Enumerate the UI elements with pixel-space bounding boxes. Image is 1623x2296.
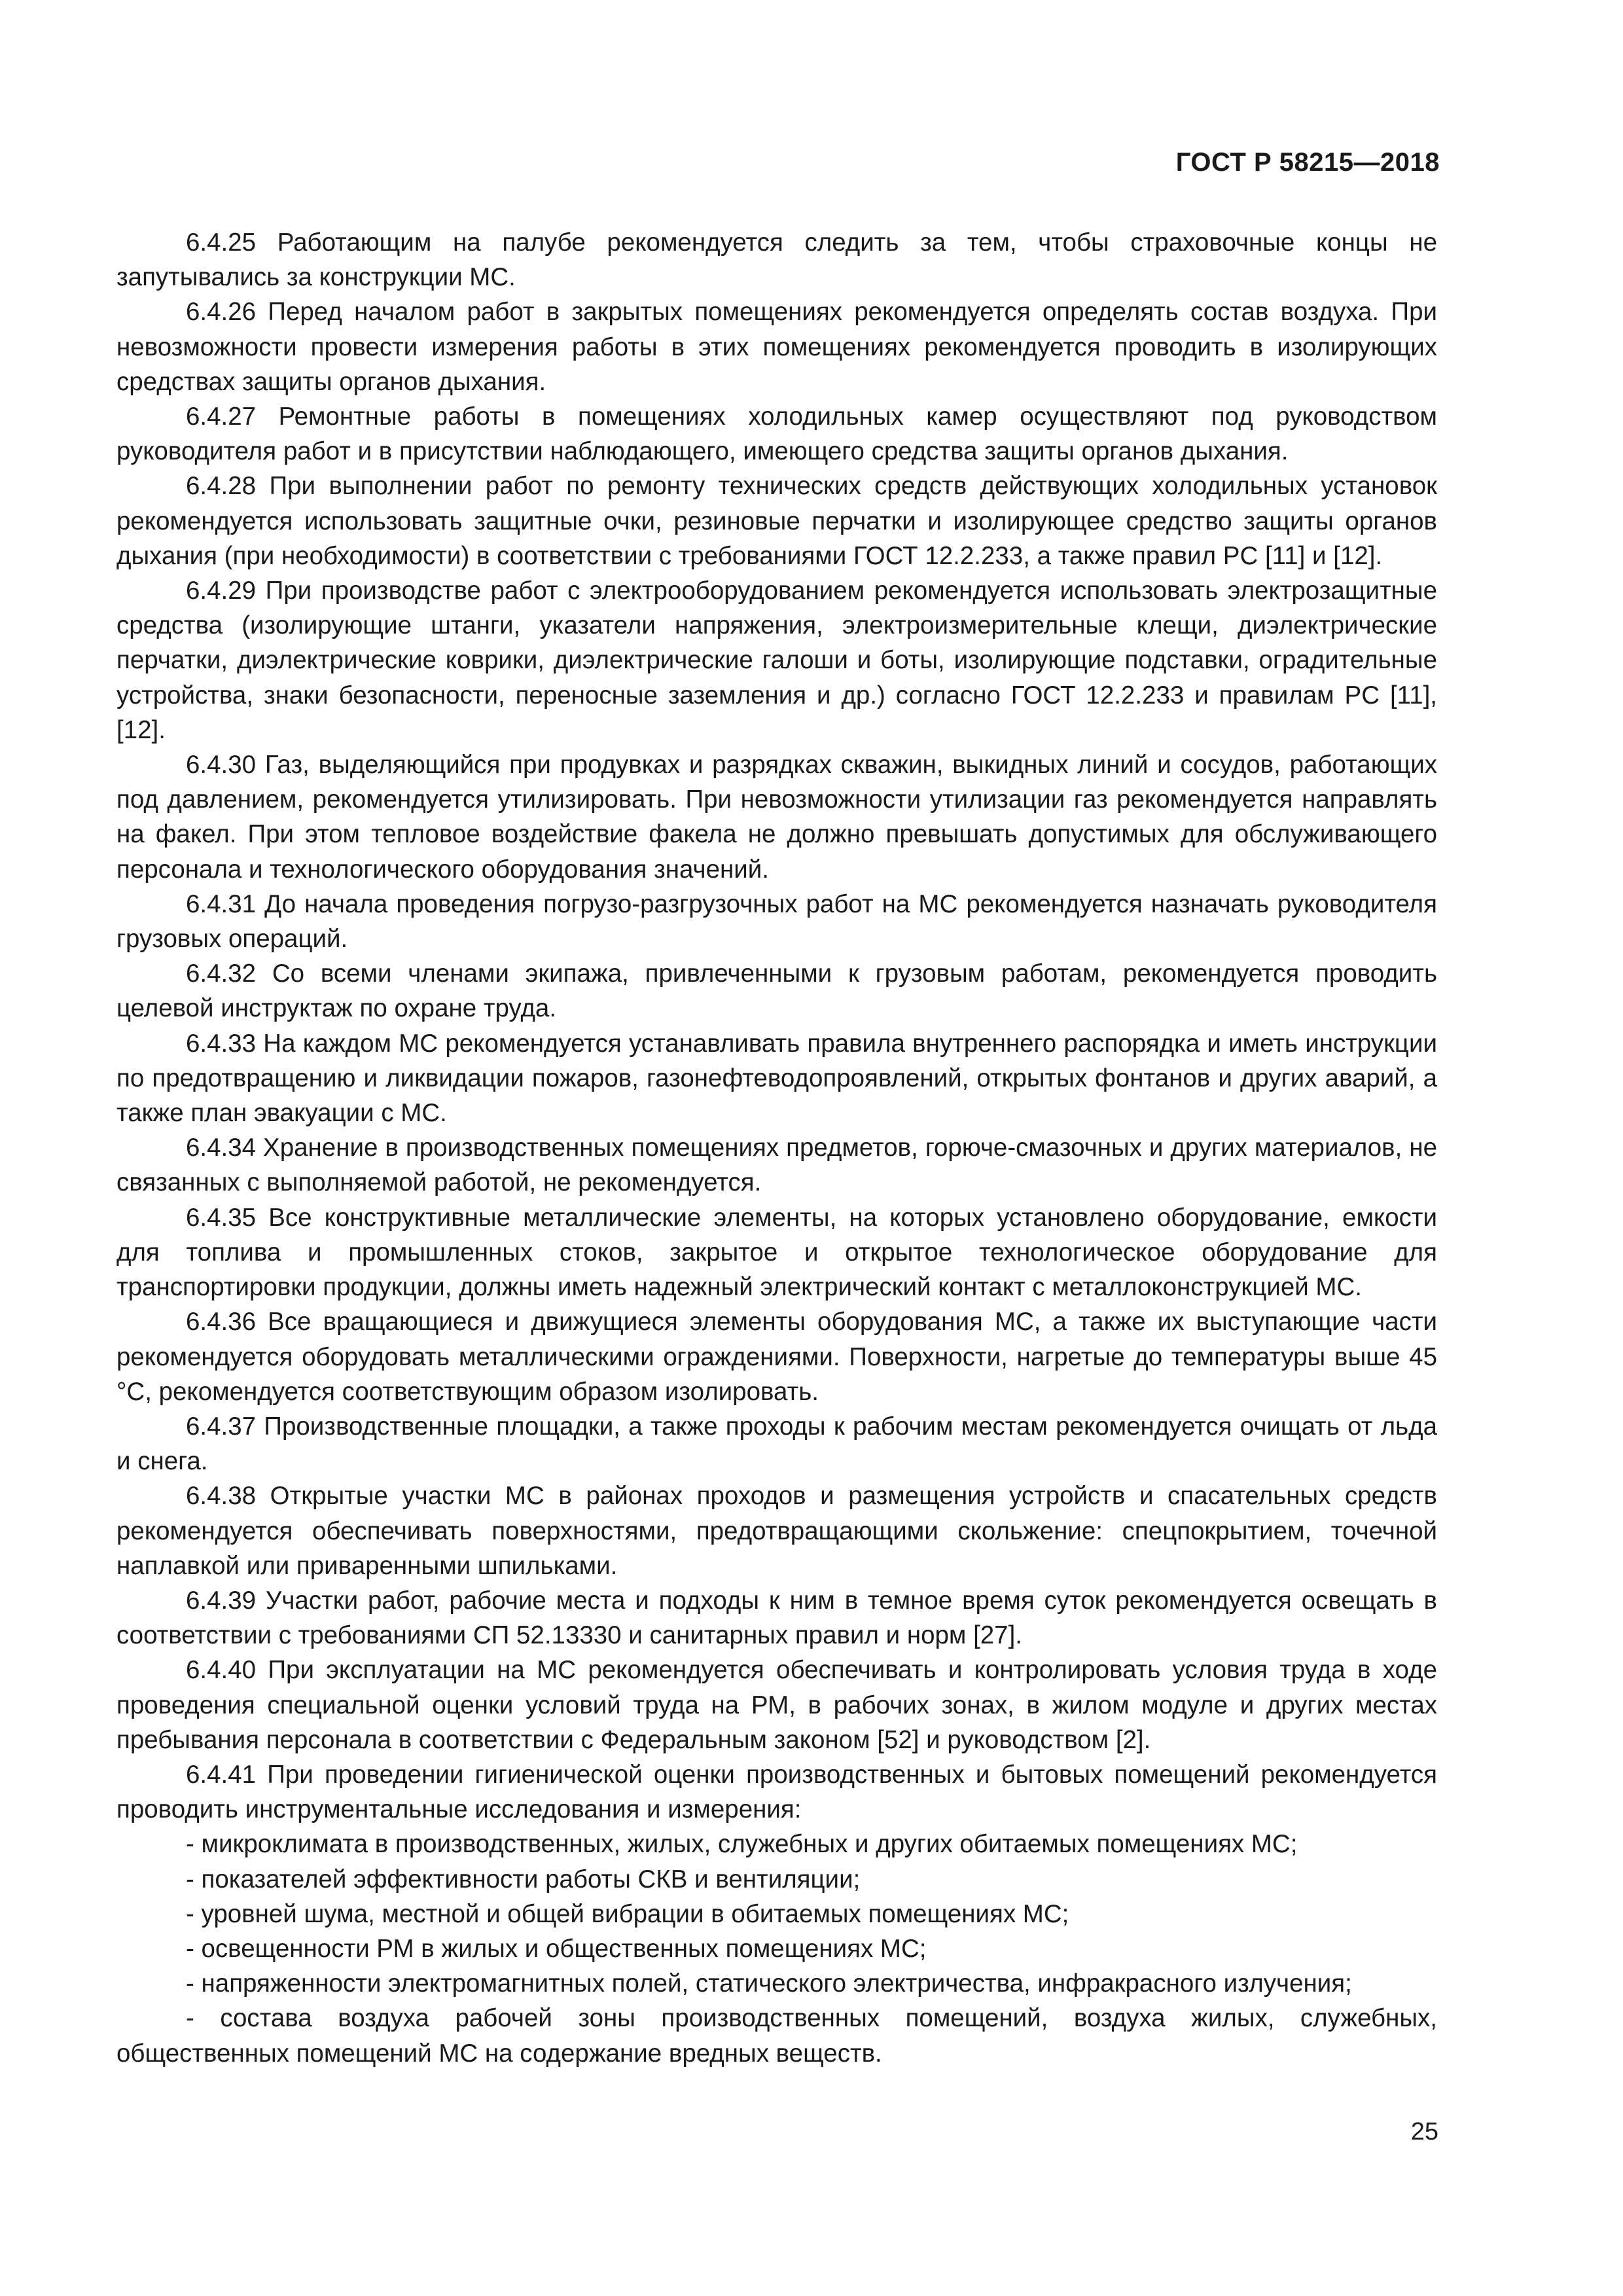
list-item-em-fields: - напряженности электромагнитных полей, статического электричества, инфракрасного излучения; [186, 1969, 1352, 1998]
paragraph-6-4-41: 6.4.41 При проведении гигиенической оценки производственных и бытовых помещений рекомендуется проводить инструментальные исследования и измерения: [116, 1760, 1437, 1824]
list-item-air-composition: - состава воздуха рабочей зоны производственных помещений, воздуха жилых, служебных, общественных помещений МС на содержание вредных веществ. [116, 2004, 1437, 2068]
list-item-noise-vibration: - уровней шума, местной и общей вибрации в обитаемых помещениях МС; [186, 1899, 1069, 1928]
paragraph-6-4-27: 6.4.27 Ремонтные работы в помещениях холодильных камер осуществляют под руководством руководителя работ и в присутствии наблюдающего, имеющего средства защиты органов дыхания. [116, 403, 1437, 466]
paragraph-6-4-37: 6.4.37 Производственные площадки, а также проходы к рабочим местам рекомендуется очищать от льда и снега. [116, 1412, 1437, 1476]
page-number: 25 [1410, 2118, 1438, 2145]
paragraph-6-4-38: 6.4.38 Открытые участки МС в районах проходов и размещения устройств и спасательных средств рекомендуется обеспечивать поверхностями, предотвращающими скольжение: спецпокрытием, точечной наплавкой или приваренными шпильками. [116, 1482, 1437, 1580]
paragraph-6-4-30: 6.4.30 Газ, выделяющийся при продувках и разрядках скважин, выкидных линий и сосудов, работающих под давлением, рекомендуется утилизировать. При невозможности утилизации газ рекомендуется направлять на факел. При этом тепловое воздействие факела не должно превышать допустимых для обслуживающего персонала и технологического оборудования значений. [116, 751, 1437, 884]
document-code-header: ГОСТ Р 58215—2018 [1175, 148, 1440, 177]
paragraph-6-4-25: 6.4.25 Работающим на палубе рекомендуется следить за тем, чтобы страховочные концы не запутывались за конструкции МС. [116, 228, 1437, 292]
paragraph-6-4-33: 6.4.33 На каждом МС рекомендуется устанавливать правила внутреннего распорядка и иметь инструкции по предотвращению и ликвидации пожаров, газонефтеводопроявлений, открытых фонтанов и других аварий, а также план эвакуации с МС. [116, 1029, 1437, 1128]
paragraph-6-4-36: 6.4.36 Все вращающиеся и движущиеся элементы оборудования МС, а также их выступающие части рекомендуется оборудовать металлическими ограждениями. Поверхности, нагретые до температуры выше 45 °С, рекомендуется соответствующим образом изолировать. [116, 1308, 1437, 1406]
paragraph-6-4-26: 6.4.26 Перед началом работ в закрытых помещениях рекомендуется определять состав воздуха. При невозможности провести измерения работы в этих помещениях рекомендуется проводить в изолирующих средствах защиты органов дыхания. [116, 298, 1437, 396]
paragraph-6-4-35: 6.4.35 Все конструктивные металлические элементы, на которых установлено оборудование, емкости для топлива и промышленных стоков, закрытое и открытое технологическое оборудование для транспортировки продукции, должны иметь надежный электрический контакт с металлоконструкцией МС. [116, 1203, 1437, 1302]
list-item-ventilation: - показателей эффективности работы СКВ и вентиляции; [186, 1865, 861, 1893]
paragraph-6-4-31: 6.4.31 До начала проведения погрузо-разгрузочных работ на МС рекомендуется назначать руководителя грузовых операций. [116, 889, 1437, 954]
list-item-illumination: - освещенности РМ в жилых и общественных помещениях МС; [186, 1934, 927, 1963]
list-item-microclimate: - микроклимата в производственных, жилых, служебных и других обитаемых помещениях МС; [186, 1830, 1298, 1859]
paragraph-6-4-39: 6.4.39 Участки работ, рабочие места и подходы к ним в темное время суток рекомендуется освещать в соответствии с требованиями СП 52.13330 и санитарных правил и норм [27]. [116, 1586, 1437, 1650]
document-body [116, 225, 1437, 2071]
paragraph-6-4-28: 6.4.28 При выполнении работ по ремонту технических средств действующих холодильных установок рекомендуется использовать защитные очки, резиновые перчатки и изолирующее средство защиты органов дыхания (при необходимости) в соответствии с требованиями ГОСТ 12.2.233, а также правил PC [11] и [12]. [116, 472, 1437, 570]
paragraph-6-4-40: 6.4.40 При эксплуатации на МС рекомендуется обеспечивать и контролировать условия труда в ходе проведения специальной оценки условий труда на РМ, в рабочих зонах, в жилом модуле и других местах пребывания персонала в соответствии с Федеральным законом [52] и руководством [2]. [116, 1656, 1437, 1754]
paragraph-6-4-29: 6.4.29 При производстве работ с электрооборудованием рекомендуется использовать электрозащитные средства (изолирующие штанги, указатели напряжения, электроизмерительные клещи, диэлектрические перчатки, диэлектрические коврики, диэлектрические галоши и боты, изолирующие подставки, оградительные устройства, знаки безопасности, переносные заземления и др.) согласно ГОСТ 12.2.233 и правилам PC [11], [12]. [116, 577, 1437, 744]
paragraph-6-4-34: 6.4.34 Хранение в производственных помещениях предметов, горюче-смазочных и других материалов, не связанных с выполняемой работой, не рекомендуется. [116, 1134, 1437, 1197]
paragraph-6-4-32: 6.4.32 Со всеми членами экипажа, привлеченными к грузовым работам, рекомендуется проводить целевой инструктаж по охране труда. [116, 960, 1437, 1023]
